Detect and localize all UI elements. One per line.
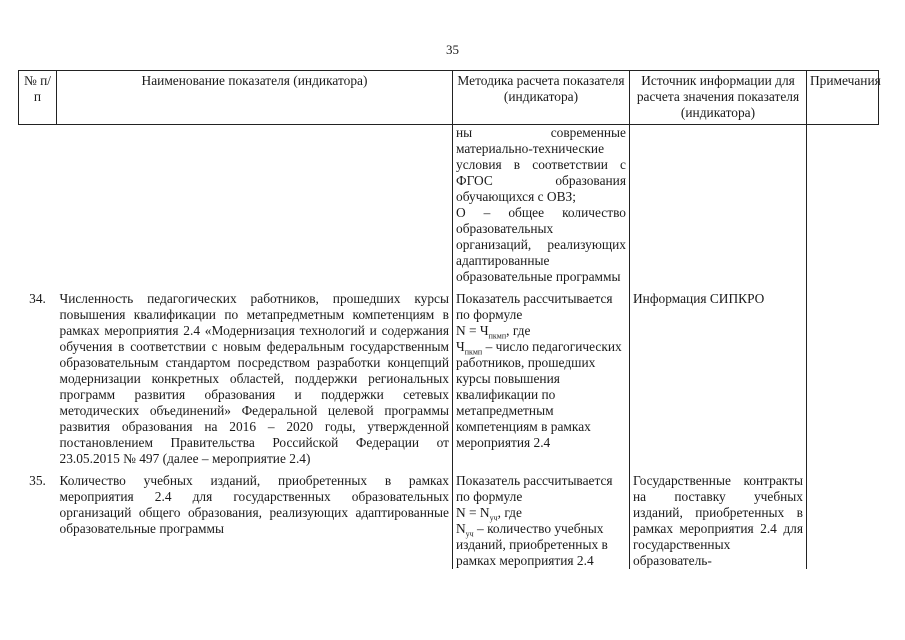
- header-num: № п/п: [19, 71, 57, 125]
- continuation-name: [57, 125, 453, 286]
- def-text: – количество учебных изданий, приобретенных в рамках мероприятия 2.4: [456, 521, 608, 568]
- def-sub: уч: [465, 529, 474, 539]
- method-formula: [456, 323, 626, 339]
- row-method: [453, 291, 630, 467]
- formula-main: N = Ч: [456, 323, 489, 338]
- indicator-table: [18, 70, 879, 569]
- page-number: 35: [446, 42, 459, 57]
- formula-main: N = N: [456, 505, 490, 520]
- formula-tail: , где: [497, 505, 522, 520]
- continuation-num: [19, 125, 57, 286]
- continuation-source: [630, 125, 807, 286]
- row-method: [453, 473, 630, 569]
- continuation-method: [453, 125, 630, 286]
- def-text: – число педагогических работников, прошедших курсы повышения квалификации по метапредметным компетенциям в рамках мероприятия 2.4: [456, 339, 622, 450]
- formula-sub: уч: [489, 513, 498, 523]
- row-source: Государственные контракты на поставку учебных изданий, приобретенных в рамках мероприятия 2.4 для государственных образователь-: [630, 473, 807, 569]
- def-symbol: N: [456, 521, 466, 536]
- row-note: [807, 291, 879, 467]
- formula-tail: , где: [506, 323, 531, 338]
- header-source: Источник информации для расчета значения показателя (индикатора): [630, 71, 807, 125]
- row-note: [807, 473, 879, 569]
- def-sub: пкмп: [464, 347, 483, 357]
- def-symbol: Ч: [456, 339, 465, 354]
- header-method: Методика расчета показателя (индикатора): [453, 71, 630, 125]
- row-source: Информация СИПКРО: [630, 291, 807, 467]
- formula-sub: пкмп: [488, 331, 507, 341]
- table-row: [19, 291, 879, 467]
- continuation-row: [19, 125, 879, 286]
- row-name: Численность педагогических работников, прошедших курсы повышения квалификации по метапредметным компетенциям в рамках мероприятия 2.4 «Модернизация технологий и содержания обучения в соответствии с новым федеральным государственным образовательным стандартом посредством разработки концепций модернизации конкретных областей, поддержки региональных программ развития образования и поддержки сетевых методических объединений» Федеральной целевой программы развития образования на 2016 – 2020 годы, утвержденной постановлением Правительства Российской Федерации от 23.05.2015 № 497 (далее – мероприятие 2.4): [59, 291, 449, 466]
- row-num: 35.: [29, 473, 46, 488]
- continuation-note: [807, 125, 879, 286]
- method-formula: [456, 505, 626, 521]
- row-num: 34.: [29, 291, 46, 306]
- method-definition: [456, 339, 626, 451]
- method-intro: Показатель рассчитывается по формуле: [456, 473, 613, 504]
- continuation-method-text-2: О – общее количество образовательных организаций, реализующих адаптированные образовательные программы: [456, 205, 626, 284]
- method-intro: Показатель рассчитывается по формуле: [456, 291, 613, 322]
- header-note: Примечания: [807, 71, 879, 125]
- method-definition: [456, 521, 626, 569]
- continuation-method-text: ны современные материально-технические условия в соответствии с ФГОС образования обучающихся с ОВЗ;: [456, 125, 626, 204]
- table-header-row: [19, 71, 879, 125]
- header-name: Наименование показателя (индикатора): [57, 71, 453, 125]
- row-name: Количество учебных изданий, приобретенных в рамках мероприятия 2.4 для государственных образовательных организаций общего образования, реализующих адаптированные образовательные программы: [59, 473, 449, 536]
- table-row: [19, 473, 879, 569]
